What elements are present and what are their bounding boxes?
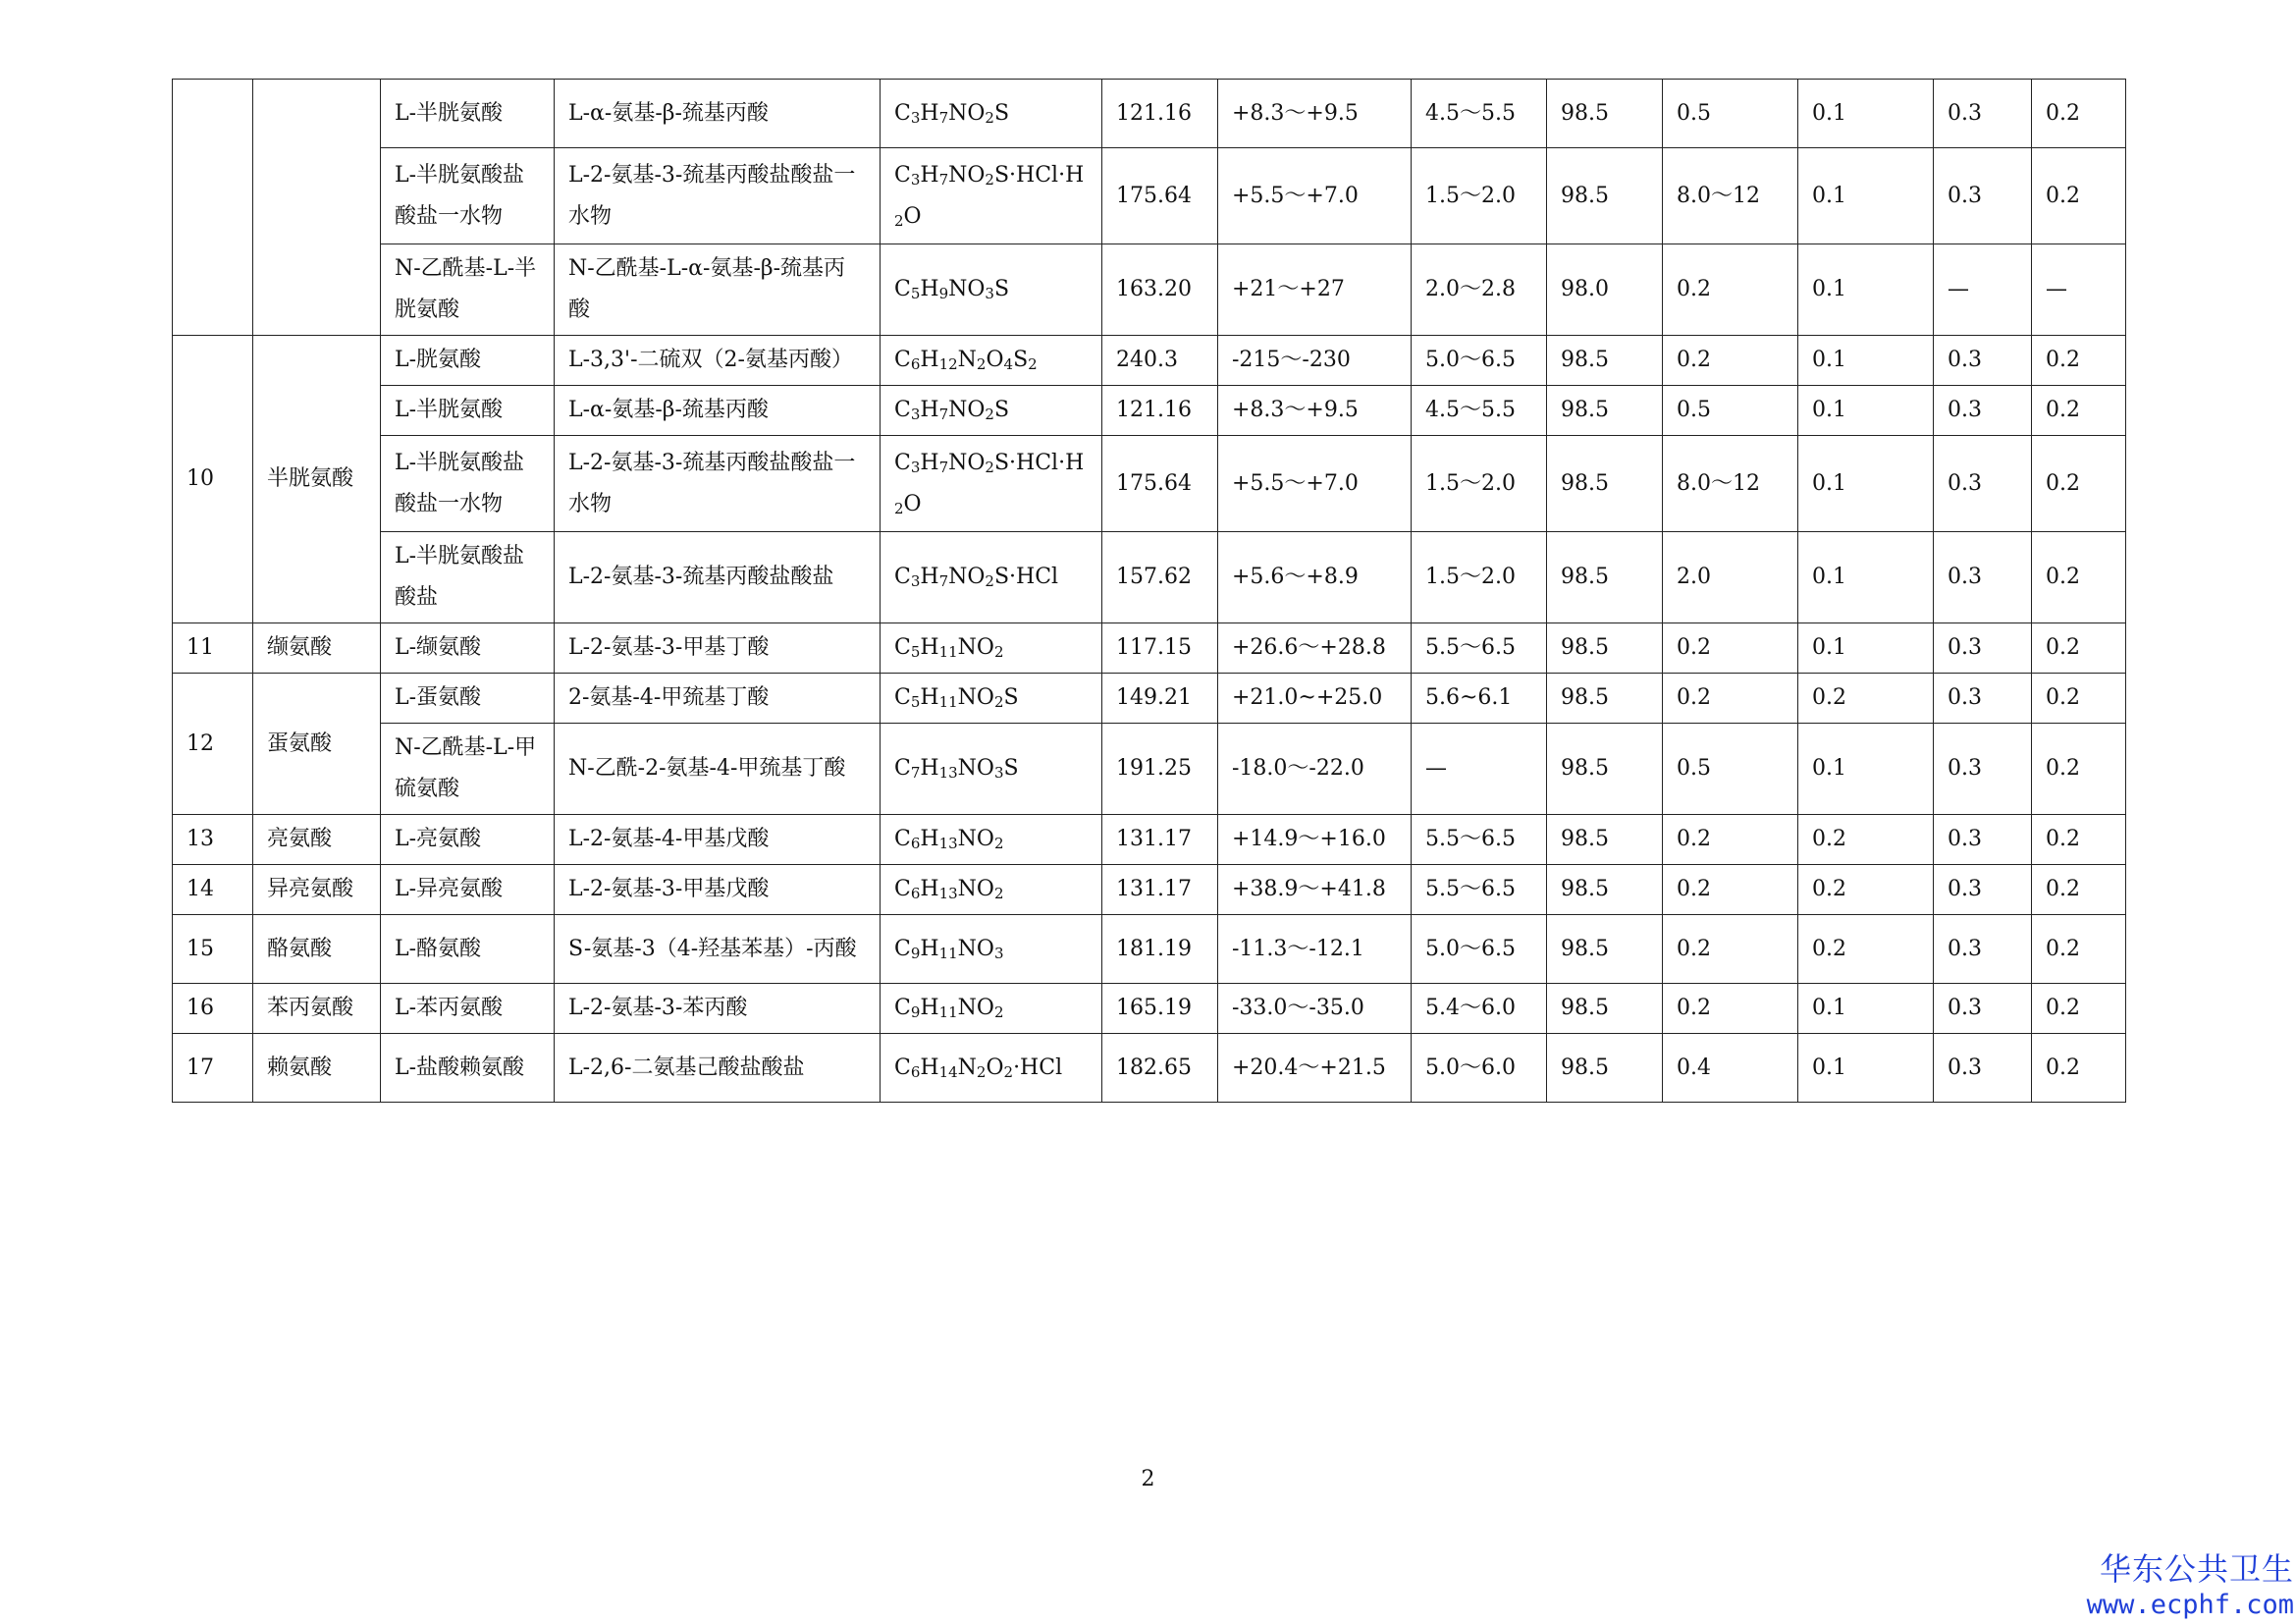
item-number-cell: 14 [173,865,253,915]
chemical-name-cell: L-2-氨基-3-苯丙酸 [555,984,881,1034]
limit-cell-2: — [1934,244,2032,336]
content-cell: 98.5 [1547,724,1663,815]
content-cell: 98.5 [1547,148,1663,244]
limit-cell-1: 0.1 [1798,532,1934,623]
table-row [173,915,2126,984]
loss-on-drying-cell: 0.2 [1663,984,1798,1034]
specific-rotation-cell: +5.5～+7.0 [1218,148,1412,244]
specific-rotation-cell: +5.6～+8.9 [1218,532,1412,623]
molecular-weight-cell: 131.17 [1102,815,1218,865]
specific-rotation-cell: -33.0～-35.0 [1218,984,1412,1034]
limit-cell-2: 0.3 [1934,984,2032,1034]
chemical-name-cell: N-乙酰基-L-α-氨基-β-巯基丙酸 [555,244,881,336]
loss-on-drying-cell: 0.5 [1663,80,1798,148]
item-number-cell: 10 [173,336,253,623]
molecular-formula-cell: $C_6H_{12}N_2O_4S_2$ [881,336,1102,386]
limit-cell-1: 0.1 [1798,1034,1934,1103]
limit-cell-1: 0.2 [1798,915,1934,984]
loss-on-drying-cell: 0.4 [1663,1034,1798,1103]
specific-rotation-cell: +21.0~+25.0 [1218,674,1412,724]
table-row [173,815,2126,865]
limit-cell-2: 0.3 [1934,148,2032,244]
chemical-name-cell: L-α-氨基-β-巯基丙酸 [555,386,881,436]
table-row [173,80,2126,148]
ph-cell: 1.5～2.0 [1412,148,1547,244]
content-cell: 98.5 [1547,984,1663,1034]
chemical-name-cell: L-2,6-二氨基己酸盐酸盐 [555,1034,881,1103]
limit-cell-1: 0.1 [1798,984,1934,1034]
limit-cell-3: 0.2 [2032,336,2126,386]
product-name-cell: N-乙酰基-L-半胱氨酸 [381,244,555,336]
molecular-formula-cell: $C_7H_{13}NO_3S$ [881,724,1102,815]
chemical-name-cell: L-2-氨基-3-甲基丁酸 [555,623,881,674]
product-name-cell: N-乙酰基-L-甲硫氨酸 [381,724,555,815]
ph-cell: 5.5～6.5 [1412,815,1547,865]
table-row [173,623,2126,674]
molecular-weight-cell: 175.64 [1102,148,1218,244]
specific-rotation-cell: +20.4～+21.5 [1218,1034,1412,1103]
content-cell: 98.0 [1547,244,1663,336]
watermark-url: www.ecphf.com [2086,1590,2294,1620]
limit-cell-2: 0.3 [1934,80,2032,148]
limit-cell-1: 0.2 [1798,815,1934,865]
ph-cell: 5.4～6.0 [1412,984,1547,1034]
content-cell: 98.5 [1547,674,1663,724]
product-name-cell: L-缬氨酸 [381,623,555,674]
amino-acid-name-cell: 缬氨酸 [253,623,381,674]
product-name-cell: L-半胱氨酸盐酸盐一水物 [381,148,555,244]
molecular-formula-cell: $C_9H_{11}NO_2$ [881,984,1102,1034]
molecular-formula-cell: $C_6H_{13}NO_2$ [881,865,1102,915]
limit-cell-3: 0.2 [2032,915,2126,984]
limit-cell-2: 0.3 [1934,815,2032,865]
table-row [173,865,2126,915]
molecular-weight-cell: 240.3 [1102,336,1218,386]
content-cell: 98.5 [1547,1034,1663,1103]
loss-on-drying-cell: 8.0～12 [1663,436,1798,532]
content-cell: 98.5 [1547,623,1663,674]
page-number: 2 [1141,1467,1155,1491]
table-row [173,436,2126,532]
product-name-cell: L-蛋氨酸 [381,674,555,724]
specific-rotation-cell: +26.6～+28.8 [1218,623,1412,674]
molecular-weight-cell: 157.62 [1102,532,1218,623]
item-number-cell: 12 [173,674,253,815]
limit-cell-1: 0.1 [1798,148,1934,244]
limit-cell-1: 0.1 [1798,80,1934,148]
chemical-name-cell: L-2-氨基-4-甲基戊酸 [555,815,881,865]
limit-cell-3: 0.2 [2032,386,2126,436]
molecular-weight-cell: 175.64 [1102,436,1218,532]
specific-rotation-cell: +14.9～+16.0 [1218,815,1412,865]
limit-cell-2: 0.3 [1934,532,2032,623]
limit-cell-2: 0.3 [1934,436,2032,532]
table-row [173,148,2126,244]
table-row [173,532,2126,623]
loss-on-drying-cell: 0.2 [1663,674,1798,724]
chemical-name-cell: L-2-氨基-3-巯基丙酸盐酸盐一水物 [555,436,881,532]
spec-table-body [173,80,2126,1103]
limit-cell-2: 0.3 [1934,724,2032,815]
limit-cell-2: 0.3 [1934,386,2032,436]
limit-cell-2: 0.3 [1934,915,2032,984]
specific-rotation-cell: +21～+27 [1218,244,1412,336]
limit-cell-1: 0.1 [1798,336,1934,386]
limit-cell-1: 0.2 [1798,674,1934,724]
table-row [173,336,2126,386]
limit-cell-1: 0.1 [1798,436,1934,532]
molecular-formula-cell: $C_5H_9NO_3S$ [881,244,1102,336]
chemical-name-cell: L-3,3'-二硫双（2-氨基丙酸） [555,336,881,386]
molecular-formula-cell: $C_6H_{13}NO_2$ [881,815,1102,865]
specific-rotation-cell: -215～-230 [1218,336,1412,386]
product-name-cell: L-半胱氨酸盐酸盐一水物 [381,436,555,532]
molecular-weight-cell: 163.20 [1102,244,1218,336]
amino-acid-name-cell: 半胱氨酸 [253,336,381,623]
product-name-cell: L-异亮氨酸 [381,865,555,915]
product-name-cell: L-亮氨酸 [381,815,555,865]
item-number-cell: 16 [173,984,253,1034]
amino-acid-name-cell: 亮氨酸 [253,815,381,865]
product-name-cell: L-苯丙氨酸 [381,984,555,1034]
molecular-weight-cell: 121.16 [1102,386,1218,436]
content-cell: 98.5 [1547,865,1663,915]
molecular-formula-cell: $C_5H_{11}NO_2$ [881,623,1102,674]
ph-cell: 5.6~6.1 [1412,674,1547,724]
watermark [2087,1549,2294,1622]
loss-on-drying-cell: 2.0 [1663,532,1798,623]
product-name-cell: L-胱氨酸 [381,336,555,386]
ph-cell: 5.0～6.5 [1412,336,1547,386]
amino-acid-name-cell: 异亮氨酸 [253,865,381,915]
content-cell: 98.5 [1547,436,1663,532]
limit-cell-3: 0.2 [2032,532,2126,623]
molecular-weight-cell: 182.65 [1102,1034,1218,1103]
molecular-weight-cell: 121.16 [1102,80,1218,148]
ph-cell: 5.5～6.5 [1412,623,1547,674]
limit-cell-3: 0.2 [2032,1034,2126,1103]
molecular-weight-cell: 149.21 [1102,674,1218,724]
limit-cell-3: 0.2 [2032,984,2126,1034]
molecular-formula-cell: $C_5H_{11}NO_2S$ [881,674,1102,724]
chemical-name-cell: L-2-氨基-3-巯基丙酸盐酸盐 [555,532,881,623]
table-row [173,674,2126,724]
molecular-weight-cell: 117.15 [1102,623,1218,674]
molecular-weight-cell: 181.19 [1102,915,1218,984]
loss-on-drying-cell: 8.0～12 [1663,148,1798,244]
product-name-cell: L-盐酸赖氨酸 [381,1034,555,1103]
molecular-formula-cell: $C_3H_7NO_2S$ [881,80,1102,148]
loss-on-drying-cell: 0.2 [1663,244,1798,336]
ph-cell: 4.5～5.5 [1412,80,1547,148]
loss-on-drying-cell: 0.5 [1663,386,1798,436]
content-cell: 98.5 [1547,815,1663,865]
limit-cell-2: 0.3 [1934,623,2032,674]
table-row [173,984,2126,1034]
limit-cell-3: 0.2 [2032,623,2126,674]
limit-cell-3: 0.2 [2032,674,2126,724]
amino-acid-name-cell: 酪氨酸 [253,915,381,984]
ph-cell: 5.5～6.5 [1412,865,1547,915]
limit-cell-3: 0.2 [2032,865,2126,915]
ph-cell: — [1412,724,1547,815]
table-row [173,244,2126,336]
specific-rotation-cell: +8.3～+9.5 [1218,80,1412,148]
chemical-name-cell: L-2-氨基-3-巯基丙酸盐酸盐一水物 [555,148,881,244]
product-name-cell: L-半胱氨酸盐酸盐 [381,532,555,623]
loss-on-drying-cell: 0.2 [1663,623,1798,674]
molecular-formula-cell: $C_9H_{11}NO_3$ [881,915,1102,984]
limit-cell-3: 0.2 [2032,724,2126,815]
limit-cell-3: 0.2 [2032,815,2126,865]
limit-cell-3: 0.2 [2032,436,2126,532]
amino-acid-name-cell: 赖氨酸 [253,1034,381,1103]
specific-rotation-cell: -18.0～-22.0 [1218,724,1412,815]
watermark-name: 华东公共卫生 [2099,1550,2294,1588]
loss-on-drying-cell: 0.2 [1663,815,1798,865]
molecular-formula-cell: $C_3H_7NO_2S\cdot HCl$ [881,532,1102,623]
molecular-formula-cell: $C_3H_7NO_2S\cdot HCl\cdot H_2O$ [881,436,1102,532]
limit-cell-1: 0.1 [1798,623,1934,674]
molecular-weight-cell: 131.17 [1102,865,1218,915]
molecular-weight-cell: 165.19 [1102,984,1218,1034]
loss-on-drying-cell: 0.2 [1663,915,1798,984]
specific-rotation-cell: +38.9～+41.8 [1218,865,1412,915]
amino-acid-spec-table [172,79,2126,1103]
loss-on-drying-cell: 0.5 [1663,724,1798,815]
content-cell: 98.5 [1547,532,1663,623]
limit-cell-1: 0.1 [1798,244,1934,336]
item-number-cell: 11 [173,623,253,674]
content-cell: 98.5 [1547,336,1663,386]
chemical-name-cell: N-乙酰-2-氨基-4-甲巯基丁酸 [555,724,881,815]
ph-cell: 1.5～2.0 [1412,532,1547,623]
item-number-cell [173,80,253,336]
limit-cell-3: 0.2 [2032,148,2126,244]
molecular-formula-cell: $C_3H_7NO_2S$ [881,386,1102,436]
chemical-name-cell: S-氨基-3（4-羟基苯基）-丙酸 [555,915,881,984]
limit-cell-2: 0.3 [1934,674,2032,724]
limit-cell-1: 0.1 [1798,724,1934,815]
content-cell: 98.5 [1547,386,1663,436]
specific-rotation-cell: -11.3～-12.1 [1218,915,1412,984]
molecular-formula-cell: $C_6H_{14}N_2O_2\cdot HCl$ [881,1034,1102,1103]
specific-rotation-cell: +8.3～+9.5 [1218,386,1412,436]
specific-rotation-cell: +5.5～+7.0 [1218,436,1412,532]
limit-cell-2: 0.3 [1934,1034,2032,1103]
limit-cell-3: — [2032,244,2126,336]
ph-cell: 1.5～2.0 [1412,436,1547,532]
ph-cell: 5.0～6.5 [1412,915,1547,984]
loss-on-drying-cell: 0.2 [1663,865,1798,915]
table-row [173,1034,2126,1103]
limit-cell-2: 0.3 [1934,865,2032,915]
ph-cell: 2.0～2.8 [1412,244,1547,336]
product-name-cell: L-半胱氨酸 [381,80,555,148]
chemical-name-cell: 2-氨基-4-甲巯基丁酸 [555,674,881,724]
chemical-name-cell: L-α-氨基-β-巯基丙酸 [555,80,881,148]
chemical-name-cell: L-2-氨基-3-甲基戊酸 [555,865,881,915]
amino-acid-name-cell [253,80,381,336]
limit-cell-3: 0.2 [2032,80,2126,148]
amino-acid-name-cell: 苯丙氨酸 [253,984,381,1034]
molecular-formula-cell: $C_3H_7NO_2S\cdot HCl\cdot H_2O$ [881,148,1102,244]
content-cell: 98.5 [1547,80,1663,148]
table-row [173,386,2126,436]
limit-cell-1: 0.2 [1798,865,1934,915]
item-number-cell: 13 [173,815,253,865]
ph-cell: 5.0～6.0 [1412,1034,1547,1103]
product-name-cell: L-半胱氨酸 [381,386,555,436]
product-name-cell: L-酪氨酸 [381,915,555,984]
amino-acid-name-cell: 蛋氨酸 [253,674,381,815]
item-number-cell: 17 [173,1034,253,1103]
molecular-weight-cell: 191.25 [1102,724,1218,815]
limit-cell-1: 0.1 [1798,386,1934,436]
item-number-cell: 15 [173,915,253,984]
table-row [173,724,2126,815]
limit-cell-2: 0.3 [1934,336,2032,386]
ph-cell: 4.5～5.5 [1412,386,1547,436]
loss-on-drying-cell: 0.2 [1663,336,1798,386]
content-cell: 98.5 [1547,915,1663,984]
